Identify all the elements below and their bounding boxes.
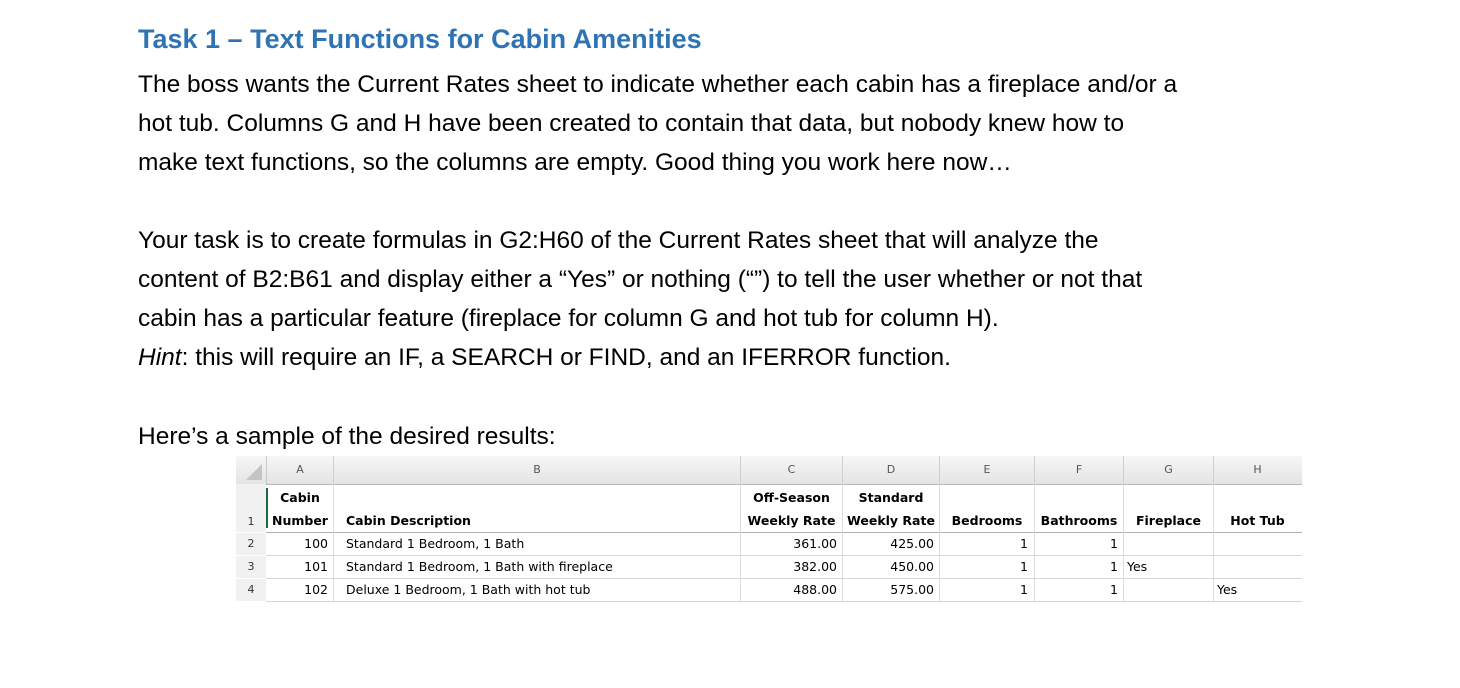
- paragraph-line: make text functions, so the columns are empty. Good thing you work here now…: [138, 149, 1012, 176]
- gridline: [1123, 484, 1124, 602]
- sample-intro: [138, 417, 556, 456]
- paragraph-task: [138, 221, 1142, 377]
- cell-a4[interactable]: 102: [304, 582, 328, 597]
- select-all-corner[interactable]: [236, 456, 267, 484]
- cell-h1[interactable]: Hot Tub: [1230, 513, 1285, 528]
- cell-a3[interactable]: 101: [304, 559, 328, 574]
- cell-b2[interactable]: Standard 1 Bedroom, 1 Bath: [346, 536, 525, 551]
- cell-d3[interactable]: 450.00: [890, 559, 934, 574]
- row-header-2[interactable]: 2: [236, 533, 266, 555]
- select-all-triangle-icon: [246, 464, 262, 480]
- cell-f4[interactable]: 1: [1110, 582, 1118, 597]
- column-header-d[interactable]: D: [843, 456, 940, 484]
- cell-c2[interactable]: 361.00: [793, 536, 837, 551]
- spreadsheet-sample: [236, 456, 1302, 606]
- cell-h4[interactable]: Yes: [1217, 582, 1238, 597]
- cell-b1[interactable]: Cabin Description: [346, 513, 471, 528]
- cell-e2[interactable]: 1: [1020, 536, 1028, 551]
- cell-b4[interactable]: Deluxe 1 Bedroom, 1 Bath with hot tub: [346, 582, 591, 597]
- cell-c1-line1[interactable]: Off-Season: [753, 490, 830, 505]
- gridline: [333, 484, 334, 602]
- cell-e4[interactable]: 1: [1020, 582, 1028, 597]
- paragraph-line: Here’s a sample of the desired results:: [138, 423, 556, 450]
- cell-d2[interactable]: 425.00: [890, 536, 934, 551]
- row-header-3[interactable]: 3: [236, 556, 266, 578]
- cell-a1-line2[interactable]: Number: [272, 513, 328, 528]
- cell-b3[interactable]: Standard 1 Bedroom, 1 Bath with fireplace: [346, 559, 613, 574]
- task-heading: Task 1 – Text Functions for Cabin Amenities: [138, 24, 702, 54]
- column-header-f[interactable]: F: [1035, 456, 1124, 484]
- hint-line: [138, 338, 1142, 377]
- column-header-e[interactable]: E: [940, 456, 1035, 484]
- cell-d4[interactable]: 575.00: [890, 582, 934, 597]
- paragraph-intro: [138, 65, 1177, 182]
- column-header-c[interactable]: C: [741, 456, 843, 484]
- cell-a2[interactable]: 100: [304, 536, 328, 551]
- hint-text: : this will require an IF, a SEARCH or FIND, and an IFERROR function.: [181, 344, 951, 371]
- cell-c3[interactable]: 382.00: [793, 559, 837, 574]
- cell-f2[interactable]: 1: [1110, 536, 1118, 551]
- cell-d1-line2[interactable]: Weekly Rate: [847, 513, 935, 528]
- cell-g3[interactable]: Yes: [1127, 559, 1148, 574]
- column-header-a[interactable]: A: [267, 456, 334, 484]
- row-header-4[interactable]: 4: [236, 579, 266, 601]
- paragraph-line: cabin has a particular feature (fireplace for column G and hot tub for column H).: [138, 305, 999, 332]
- gridline: [266, 532, 1302, 533]
- column-header-h[interactable]: H: [1253, 463, 1262, 476]
- cell-g1[interactable]: Fireplace: [1135, 513, 1202, 528]
- gridline: [266, 578, 1302, 579]
- hint-label: Hint: [138, 344, 182, 371]
- cell-c1-line2[interactable]: Weekly Rate: [747, 513, 836, 528]
- paragraph-line: hot tub. Columns G and H have been created to contain that data, but nobody knew how to: [138, 110, 1125, 137]
- cell-c4[interactable]: 488.00: [793, 582, 837, 597]
- paragraph-line: The boss wants the Current Rates sheet to indicate whether each cabin has a fireplace and/or a: [138, 71, 1178, 98]
- column-header-b[interactable]: B: [334, 456, 741, 484]
- cell-a1-line1[interactable]: Cabin: [280, 490, 320, 505]
- column-header-g[interactable]: G: [1124, 456, 1214, 484]
- gridline: [1213, 484, 1214, 602]
- cell-f1[interactable]: Bathrooms: [1040, 513, 1118, 528]
- cell-f3[interactable]: 1: [1110, 559, 1118, 574]
- cell-e3[interactable]: 1: [1020, 559, 1028, 574]
- gridline: [266, 555, 1302, 556]
- column-header-bar: [236, 456, 1302, 485]
- gridline: [266, 601, 1302, 602]
- paragraph-line: Your task is to create formulas in G2:H60 of the Current Rates sheet that will analyze the: [138, 227, 1099, 254]
- paragraph-line: content of B2:B61 and display either a “Yes” or nothing (“”) to tell the user whether or not that: [138, 266, 1143, 293]
- cell-d1-line1[interactable]: Standard: [858, 490, 924, 505]
- cell-e1[interactable]: Bedrooms: [951, 513, 1023, 528]
- row-header-1[interactable]: 1: [236, 484, 266, 532]
